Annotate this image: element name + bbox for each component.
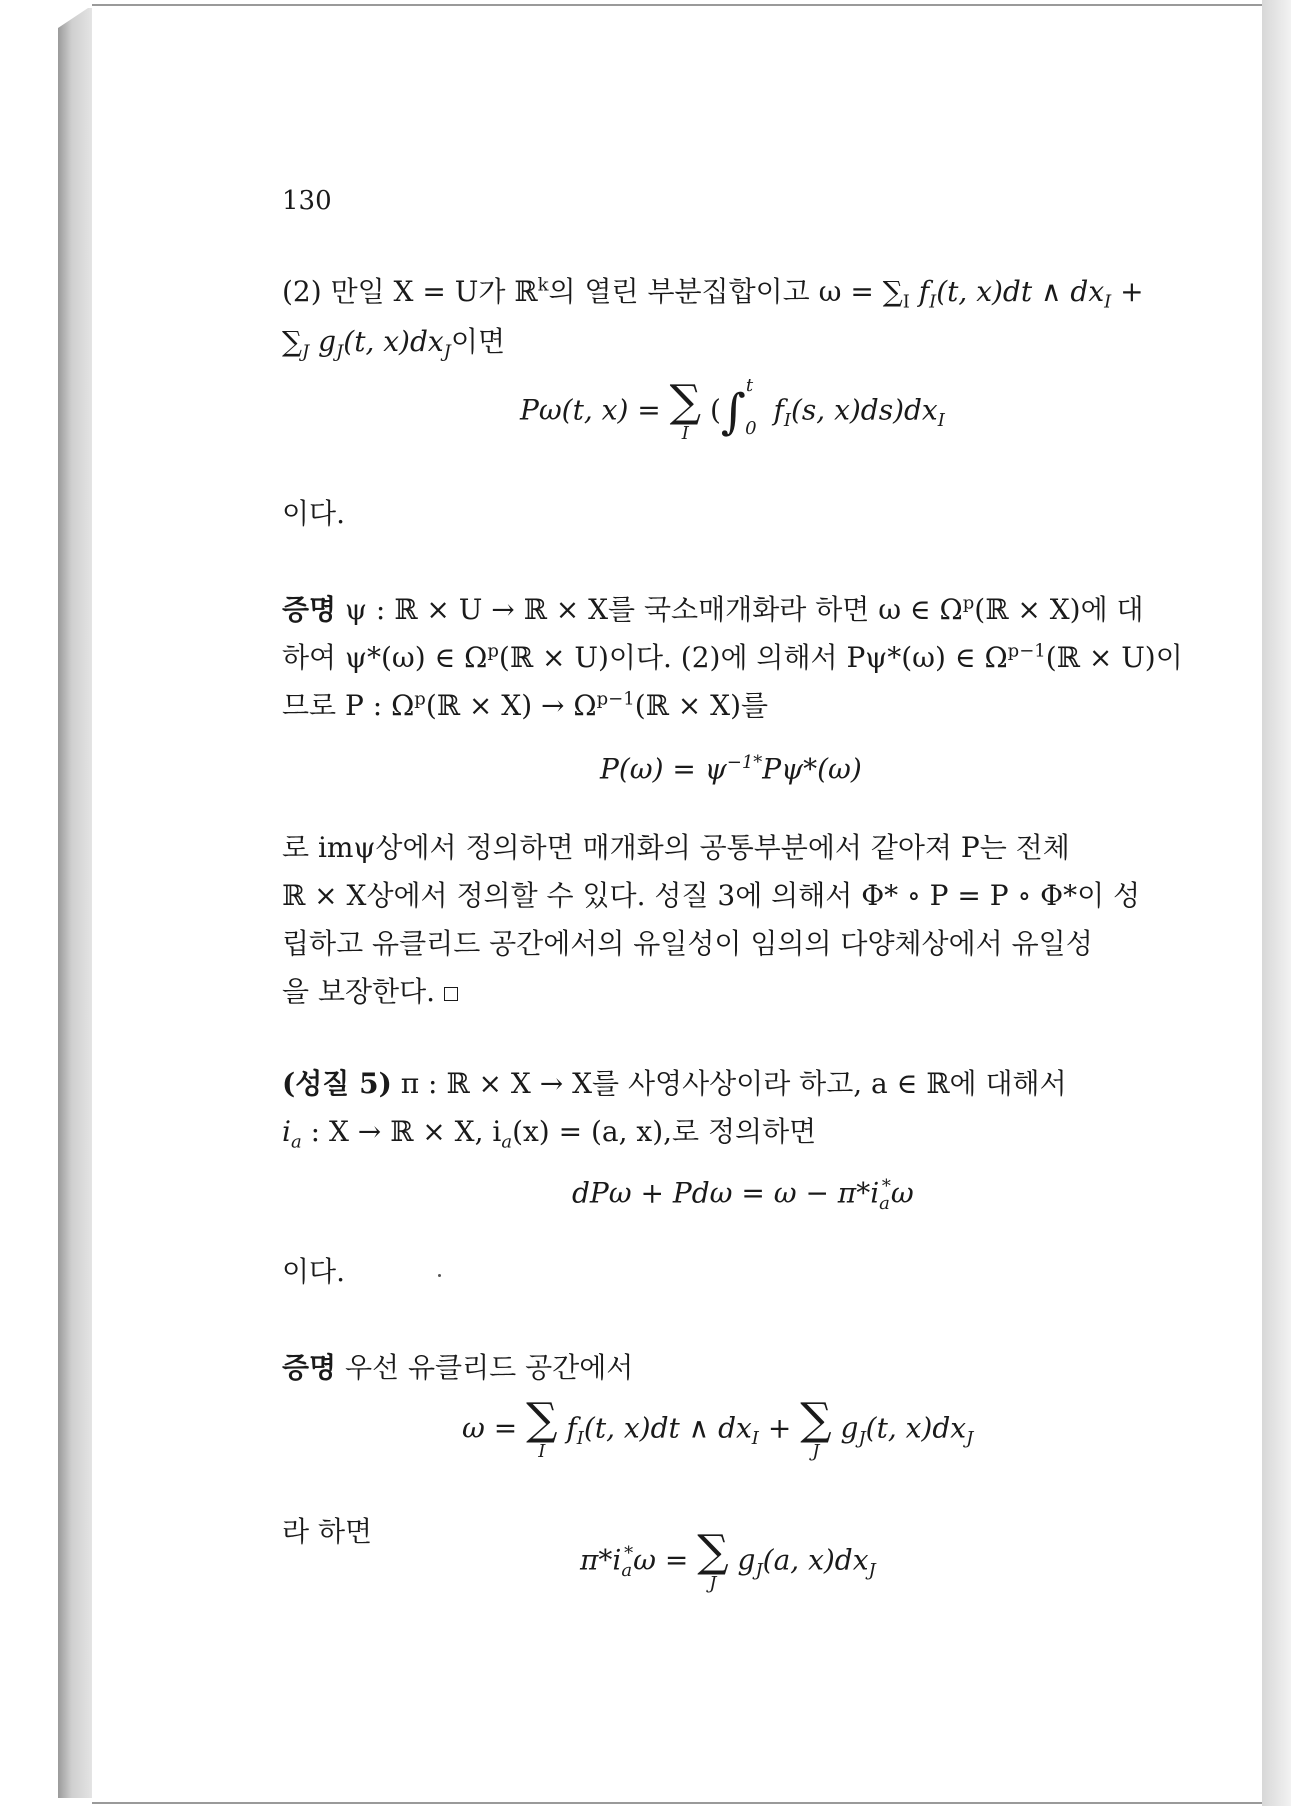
sum-symbol-I: ∑ I xyxy=(526,1394,558,1462)
equation-pullback: $\pi*i_a^*\omega$ = ∑ J $g_J(a$, $x)dx_J$ xyxy=(580,1526,876,1594)
speck xyxy=(438,1274,441,1277)
ida-2: 이다. xyxy=(282,1255,345,1288)
equation-P-omega: Pω(t, x) = ∑ I (∫$^t_0$ $f_I(s$, $x)ds)dx_I$ xyxy=(520,375,945,444)
proof1-line2: 하여 ψ*(ω) ∈ $\Omega^p(ℝ \times U)$이다. (2)에 의해서 Pψ*(ω) ∈ $\Omega^{p-1}(ℝ \times U)$이 xyxy=(282,640,1183,674)
integral-symbol: ∫ xyxy=(720,384,746,440)
proof1-line4: 로 imψ상에서 정의하면 매개화의 공통부분에서 같아져 P는 전체 xyxy=(282,831,1070,864)
proof-label: 증명 xyxy=(282,593,337,626)
equation-omega-decomp: ω = ∑ I $f_I(t$, x)dt ∧ $dx_I$ + ∑ J $g_J(t$, $x)dx_J$ xyxy=(462,1394,974,1462)
page-number: 130 xyxy=(282,186,332,216)
proof-label-2: 증명 xyxy=(282,1351,337,1384)
sum-symbol: ∑ I xyxy=(669,376,702,444)
proof1-line6: 립하고 유클리드 공간에서의 유일성이 임의의 다양체상에서 유일성 xyxy=(282,927,1093,960)
equation-P-psi: $P(\omega) = \psi^{-1*}P\psi*(\omega)$ xyxy=(600,752,862,786)
proof1-line1: 증명 ψ : ℝ × U → ℝ × X를 국소매개화라 하면 ω ∈ $\Omega^p(ℝ \times X)$에 대 xyxy=(282,592,1144,626)
item2-line2: $\sum_J$ $g_J(t$, $x)dx_J$이면 xyxy=(282,325,505,363)
qed-icon xyxy=(444,987,458,1001)
book-spine xyxy=(58,8,92,1798)
sum-symbol-J: ∑ J xyxy=(800,1394,832,1462)
prop5-line2: $i_a$ : X → ℝ × X, $i_a(x) = (a$, x),로 정의하면 xyxy=(282,1115,817,1153)
property-label: (성질 5) xyxy=(282,1067,392,1100)
page-shadow xyxy=(1262,0,1291,1806)
proof1-line5: ℝ × X상에서 정의할 수 있다. 성질 3에 의해서 Φ* ∘ P = P ∘ Φ*이 성 xyxy=(282,879,1141,912)
item2-line1: (2) 만일 X = U가 ℝ$^k$의 열린 부분집합이고 $\omega = \sum_I$ $f_I(t$, x)dt ∧ $dx_I$ + xyxy=(282,274,1144,313)
ida-1: 이다. xyxy=(282,497,345,530)
equation-homotopy: $dP\omega + Pd\omega = \omega - \pi*i_a^*\omega$ xyxy=(572,1176,914,1214)
sum-symbol-J2: ∑ J xyxy=(697,1526,729,1594)
prop5-line1: (성질 5) π : ℝ × X → X를 사영사상이라 하고, a ∈ ℝ에 대해서 xyxy=(282,1067,1067,1100)
proof1-line7: 을 보장한다. xyxy=(282,970,1182,1010)
proof1-line3: 므로 P : $\Omega^p(ℝ \times X)$ → $\Omega^{p-1}(ℝ \times X)$를 xyxy=(282,688,769,722)
proof2-line1: 증명 우선 유클리드 공간에서 xyxy=(282,1351,634,1384)
rahamyeon: 라 하면 xyxy=(282,1515,373,1548)
